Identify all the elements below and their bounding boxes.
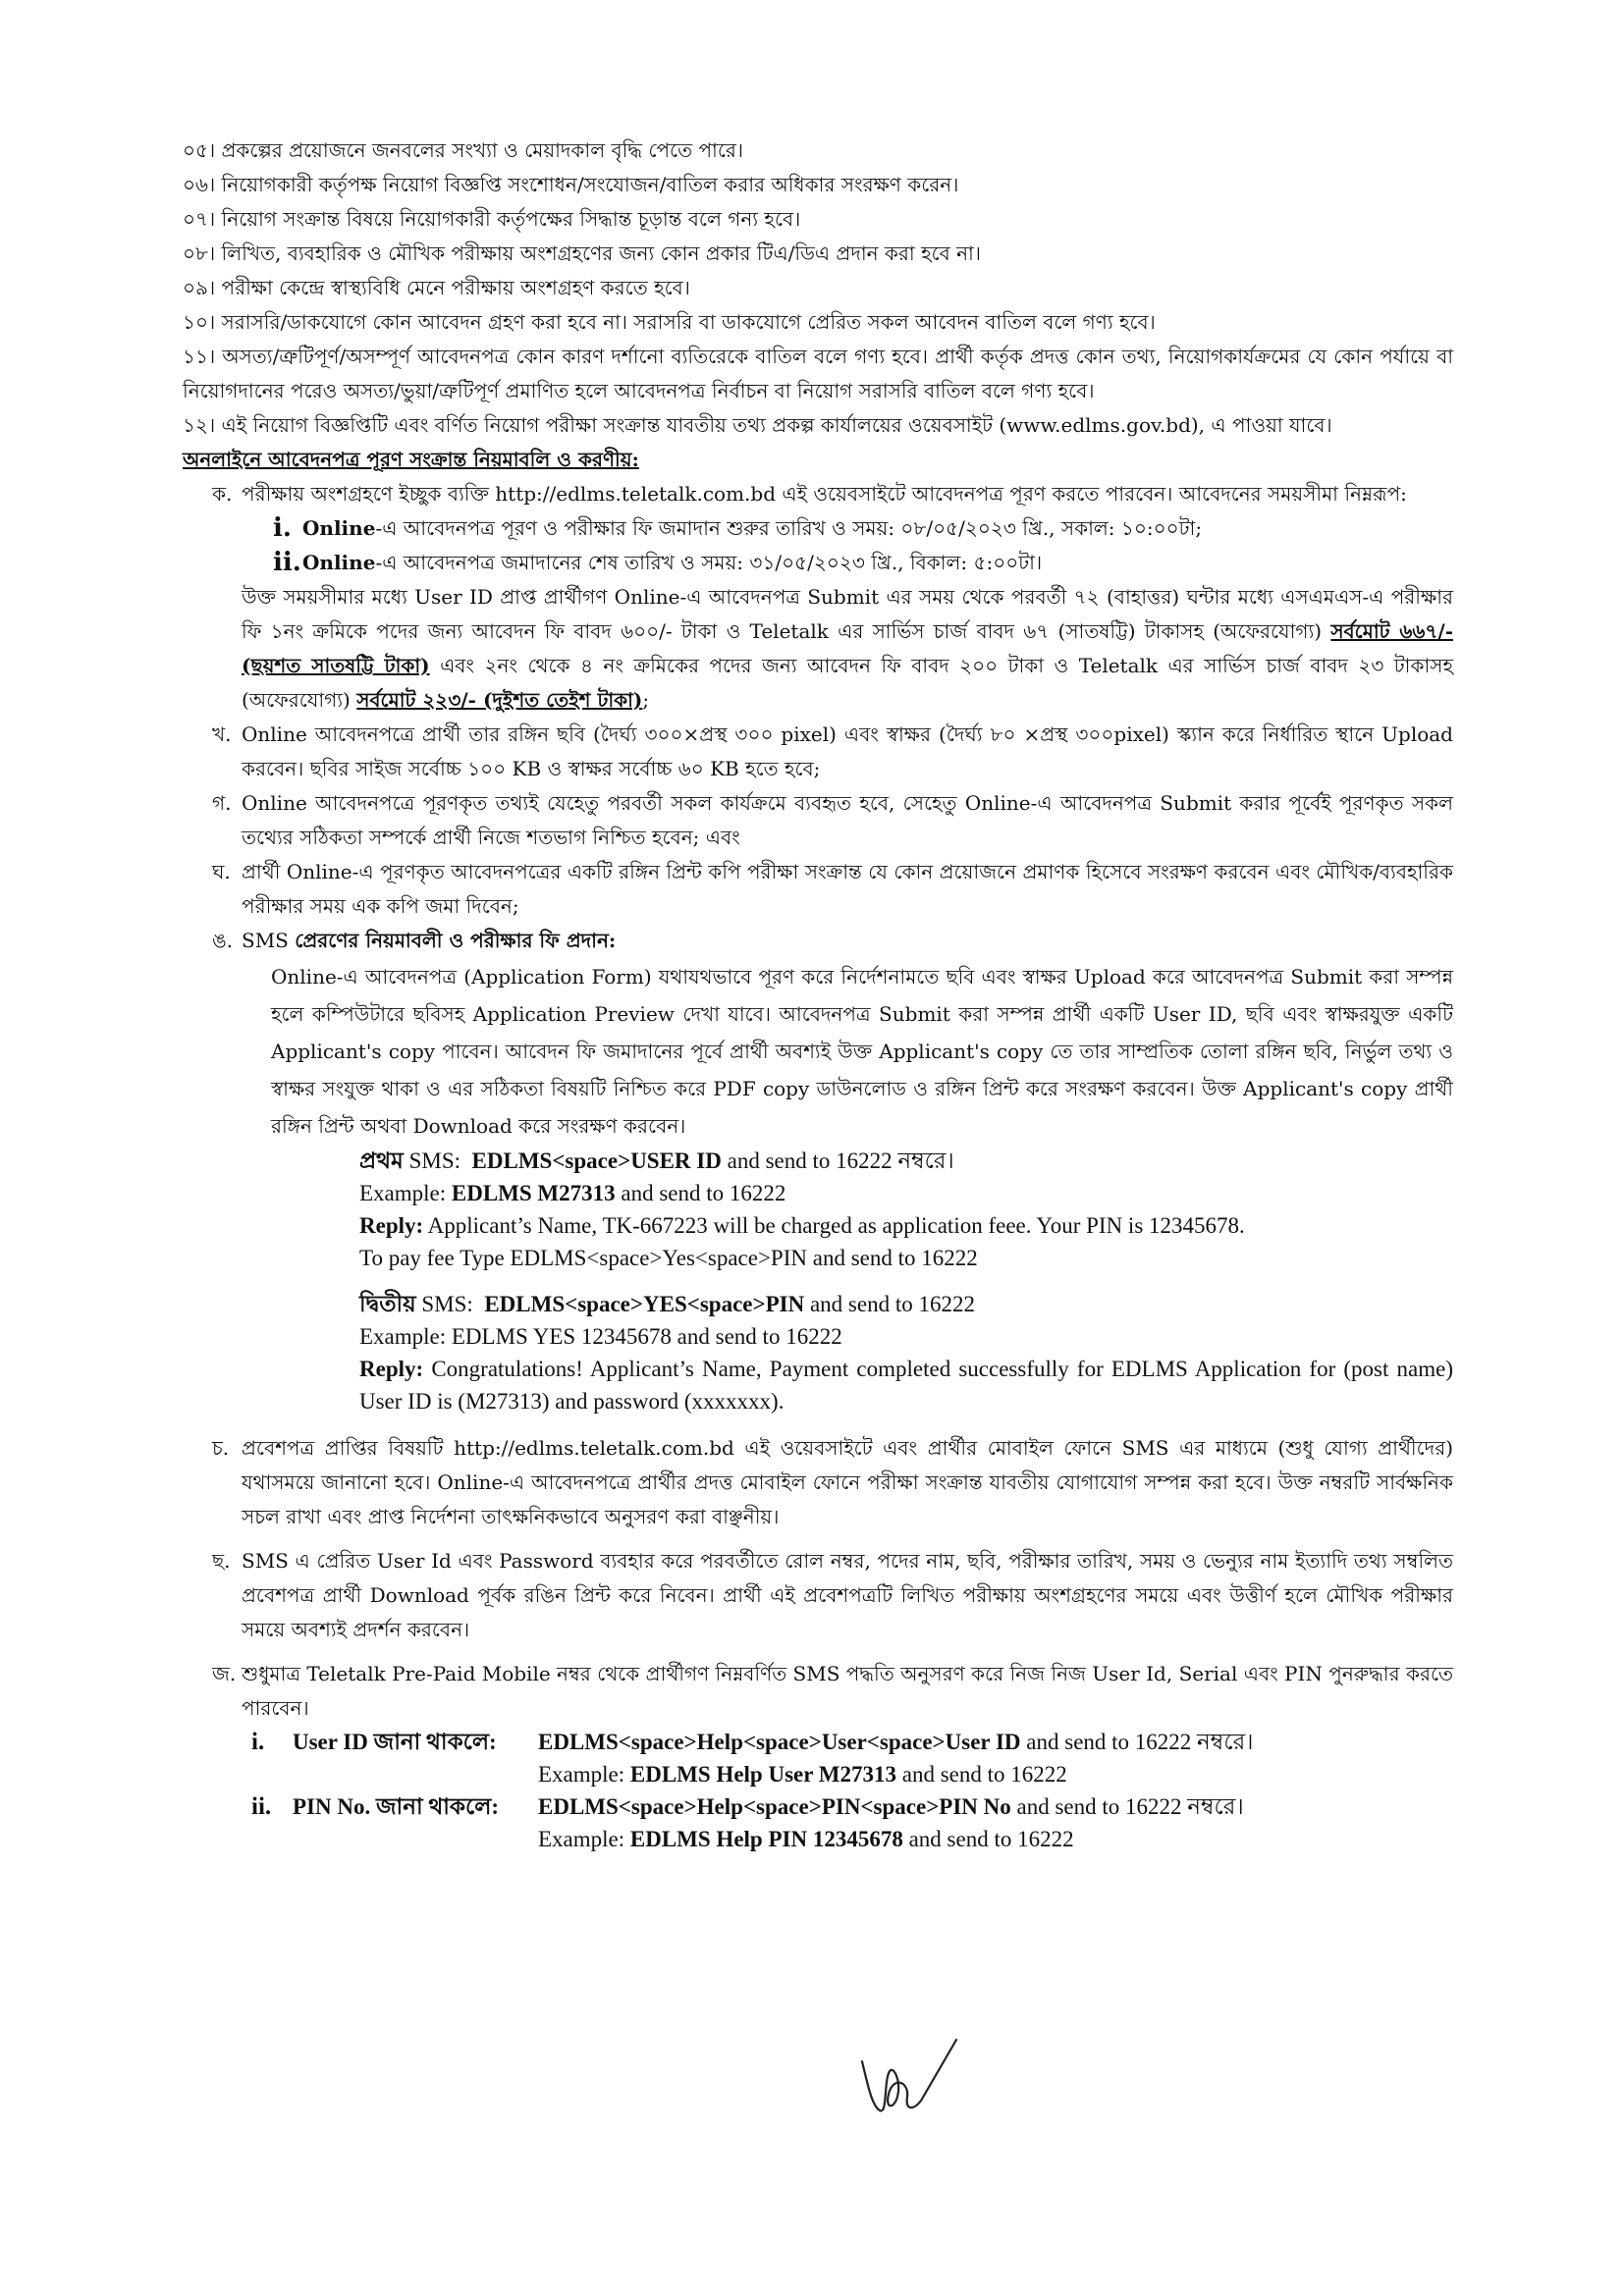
fee-paragraph: উক্ত সময়সীমার মধ্যে User ID প্রাপ্ত প্রার্থীগণ Online-এ আবেদনপত্র Submit এর সময় থেকে পরবর্তী ৭২ (বাহাত্তর) ঘন্টার মধ্যে এসএমএস-এ পরীক্ষার ফি ১নং ক্রমিকে পদের জন্য আবেদন ফি বাবদ ৬০০/- টাকা ও Teletalk এর সার্ভিস চার্জ বাবদ ৬৭ (সাতষট্টি) টাকাসহ (অফেরযোগ্য) সর্বমোট ৬৬৭/- (ছয়শত সাতষট্টি টাকা) এবং ২নং থেকে ৪ নং ক্রমিকের পদের জন্য আবেদন ফি বাবদ ২০০ টাকা ও Teletalk এর সার্ভিস চার্জ বাবদ ২৩ টাকাসহ (অফেরযোগ্য) সর্বমোট ২২৩/- (দুইশত তেইশ টাকা); bbox=[242, 585, 1454, 712]
clause-text: পরীক্ষায় অংশগ্রহণে ইচ্ছুক ব্যক্তি http://edlms.teletalk.com.bd এই ওয়েবসাইটে আবেদনপত্র পূরণ করতে পারবেন। আবেদনের সময়সীমা নিম্নরূপ: bbox=[242, 482, 1407, 506]
numbered-list bbox=[183, 133, 1453, 443]
item-06: ০৬। নিয়োগকারী কর্তৃপক্ষ নিয়োগ বিজ্ঞপ্তি সংশোধন/সংযোজন/বাতিল করার অধিকার সংরক্ষণ করেন। bbox=[183, 173, 959, 196]
clause-kha bbox=[183, 718, 1453, 786]
item-08: ০৮। লিখিত, ব্যবহারিক ও মৌখিক পরীক্ষায় অংশগ্রহণের জন্য কোন প্রকার টিএ/ডিএ প্রদান করা হবে না। bbox=[183, 241, 982, 265]
clause-label: জ. bbox=[212, 1662, 237, 1685]
clause-ja bbox=[183, 1657, 1453, 1726]
clause-chha bbox=[183, 1544, 1453, 1647]
sms-command: EDLMS<space>USER ID bbox=[471, 1148, 722, 1173]
item-10: ১০। সরাসরি/ডাকযোগে কোন আবেদন গ্রহণ করা হবে না। সরাসরি বা ডাকযোগে প্রেরিত সকল আবেদন বাতিল বলে গণ্য হবে। bbox=[183, 310, 1156, 334]
clause-gha bbox=[183, 855, 1453, 924]
section-heading: অনলাইনে আবেদনপত্র পূরণ সংক্রান্ত নিয়মাবলি ও করণীয়: bbox=[183, 448, 639, 471]
clause-text: প্রবেশপত্র প্রাপ্তির বিষয়টি http://edlms.teletalk.com.bd এই ওয়েবসাইটে এবং প্রার্থীর মোবাইল ফোনে SMS এর মাধ্যমে (শুধু যোগ্য প্রার্থীদের) যথাসময়ে জানানো হবে। Online-এ আবেদনপত্রে প্রার্থীর প্রদত্ত মোবাইল ফোনে পরীক্ষা সংক্রান্ত যাবতীয় যোগাযোগ সম্পন্ন করা হবে। উক্ত নম্বরটি সার্বক্ষনিক সচল রাখা এবং প্রাপ্ত নির্দেশনা তাৎক্ষনিকভাবে অনুসরণ করা বাঞ্ছনীয়। bbox=[242, 1436, 1453, 1528]
clause-label: ঘ. bbox=[212, 860, 231, 883]
fee-total-2: সর্বমোট ২২৩/- (দুইশত তেইশ টাকা) bbox=[356, 688, 643, 712]
roman-label: i. bbox=[273, 513, 292, 543]
item-09: ০৯। পরীক্ষা কেন্দ্রে স্বাস্থ্যবিধি মেনে পরীক্ষায় অংশগ্রহণ করতে হবে। bbox=[183, 276, 690, 299]
clause-text: SMS এ প্রেরিত User Id এবং Password ব্যবহার করে পরবর্তীতে রোল নম্বর, পদের নাম, ছবি, পরীক্ষার তারিখ, সময় ও ভেন্যুর নাম ইত্যাদি তথ্য সম্বলিত প্রবেশপত্র প্রার্থী Download পূর্বক রঙিন প্রিন্ট করে নিবেন। প্রার্থী এই প্রবেশপত্রটি লিখিত পরীক্ষায় অংশগ্রহণের সময়ে এবং উত্তীর্ণ হলে মৌখিক পরীক্ষার সময়ে অবশ্যই প্রদর্শন করবেন। bbox=[242, 1549, 1453, 1641]
roman-text: Online-এ আবেদনপত্র পূরণ ও পরীক্ষার ফি জমাদান শুরুর তারিখ ও সময়: ০৮/০৫/২০২৩ খ্রি., সকাল: ১০:০০টা; bbox=[302, 516, 1203, 540]
clause-ga bbox=[183, 786, 1453, 855]
clause-label: ছ. bbox=[212, 1549, 231, 1573]
clause-label: খ. bbox=[212, 722, 232, 746]
item-07: ০৭। নিয়োগ সংক্রান্ত বিষয়ে নিয়োগকারী কর্তৃপক্ষের সিদ্ধান্ত চূড়ান্ত বলে গন্য হবে। bbox=[183, 207, 801, 231]
sms-instructions: Online-এ আবেদনপত্র (Application Form) যথাযথভাবে পূরণ করে নির্দেশনামতে ছবি এবং স্বাক্ষর Upload করে আবেদনপত্র Submit করা সম্পন্ন হলে কম্পিউটারে ছবিসহ Application Preview দেখা যাবে। আবেদনপত্র Submit করা সম্পন্ন প্রার্থী একটি User ID, ছবি এবং স্বাক্ষরযুক্ত একটি Applicant's copy পাবেন। আবেদন ফি জমাদানের পূর্বে প্রার্থী অবশ্যই উক্ত Applicant's copy তে তার সাম্প্রতিক তোলা রঙ্গিন ছবি, নির্ভুল তথ্য ও স্বাক্ষর সংযুক্ত থাকা ও এর সঠিকতা বিষয়টি নিশ্চিত করে PDF copy ডাউনলোড ও রঙ্গিন প্রিন্ট করে সংরক্ষণ করবেন। উক্ত Applicant's copy প্রার্থী রঙ্গিন প্রিন্ট অথবা Download করে সংরক্ষণ করবেন। bbox=[271, 965, 1453, 1138]
document-body bbox=[183, 133, 1453, 1855]
clause-label: ক. bbox=[212, 482, 233, 506]
clause-label: গ. bbox=[212, 791, 232, 815]
clause-label: চ. bbox=[212, 1436, 230, 1460]
clause-cha bbox=[183, 1431, 1453, 1534]
signature-mark bbox=[854, 2032, 962, 2125]
clause-text: Online আবেদনপত্রে প্রার্থী তার রঙ্গিন ছবি (দৈর্ঘ্য ৩০০×প্রস্থ ৩০০ pixel) এবং স্বাক্ষর (দৈর্ঘ্য ৮০ ×প্রস্থ ৩০০pixel) স্ক্যান করে নির্ধারিত স্থানে Upload করবেন। ছবির সাইজ সর্বোচ্চ ১০০ KB ও স্বাক্ষর সর্বোচ্চ ৬০ KB হতে হবে; bbox=[242, 722, 1453, 780]
sms-second: দ্বিতীয় SMS: EDLMS<space>YES<space>PIN and send to 16222 Example: EDLMS YES 12345678 and send to 16222 Reply: Congratulations! Applicant’s Name, Payment completed successfully for EDLMS Application for (post name) User ID is (M27313) and password (xxxxxxx). bbox=[359, 1292, 1454, 1414]
roman-text: Online-এ আবেদনপত্র জমাদানের শেষ তারিখ ও সময়: ৩১/০৫/২০২৩ খ্রি., বিকাল: ৫:০০টা। bbox=[302, 551, 1043, 574]
clause-text: Online আবেদনপত্রে পূরণকৃত তথ্যই যেহেতু পরবর্তী সকল কার্যক্রমে ব্যবহৃত হবে, সেহেতু Online-এ আবেদনপত্র Submit করার পূর্বেই পূরণকৃত সকল তথ্যের সঠিকতা সম্পর্কে প্রার্থী নিজে শতভাগ নিশ্চিত হবেন; এবং bbox=[242, 791, 1453, 849]
item-05: ০৫। প্রকল্পের প্রয়োজনে জনবলের সংখ্যা ও মেয়াদকাল বৃদ্ধি পেতে পারে। bbox=[183, 138, 744, 162]
clause-ka bbox=[183, 477, 1453, 511]
recovery-user-id: i. User ID জানা থাকলে: EDLMS<space>Help<space>User<space>User ID and send to 16222 নম্বরে। Example: EDLMS Help User M27313 and send to 16222 bbox=[251, 1729, 1254, 1787]
sms-first: প্রথম SMS: EDLMS<space>USER ID and send to 16222 নম্বরে। Example: EDLMS M27313 and send to 16222 Reply: Applicant’s Name, TK-667223 will be charged as application feee. Your PIN is 12345678. To pay fee Type EDLMS<space>Yes<space>PIN and send to 16222 bbox=[359, 1148, 1245, 1270]
roman-item-2 bbox=[183, 546, 1453, 580]
item-12: ১২। এই নিয়োগ বিজ্ঞপ্তিটি এবং বর্ণিত নিয়োগ পরীক্ষা সংক্রান্ত যাবতীয় তথ্য প্রকল্প কার্যালয়ের ওয়েবসাইট (www.edlms.gov.bd), এ পাওয়া যাবে। bbox=[183, 413, 1332, 437]
clause-uma bbox=[183, 924, 1453, 958]
clause-text: প্রার্থী Online-এ পূরণকৃত আবেদনপত্রের একটি রঙ্গিন প্রিন্ট কপি পরীক্ষা সংক্রান্ত যে কোন প্রয়োজনে প্রমাণক হিসেবে সংরক্ষণ করবেন এবং মৌখিক/ব্যবহারিক পরীক্ষার সময় এক কপি জমা দিবেন; bbox=[242, 860, 1453, 918]
clause-label: ঙ. bbox=[212, 929, 234, 952]
item-11: ১১। অসত্য/ত্রুটিপূর্ণ/অসম্পূর্ণ আবেদনপত্র কোন কারণ দর্শানো ব্যতিরেকে বাতিল বলে গণ্য হবে। প্রার্থী কর্তৃক প্রদত্ত কোন তথ্য, নিয়োগকার্যক্রমের যে কোন পর্যায়ে বা নিয়োগদানের পরেও অসত্য/ভুয়া/ত্রুটিপূর্ণ প্রমাণিত হলে আবেদনপত্র নির্বাচন বা নিয়োগ সরাসরি বাতিল বলে গণ্য হবে। bbox=[183, 345, 1453, 402]
fee-total-1: সর্বমোট ৬৬৭/- (ছয়শত সাতষট্টি টাকা) bbox=[242, 619, 1454, 677]
clause-title: SMS প্রেরণের নিয়মাবলী ও পরীক্ষার ফি প্রদান: bbox=[242, 929, 617, 952]
clause-text: শুধুমাত্র Teletalk Pre-Paid Mobile নম্বর থেকে প্রার্থীগণ নিম্নবর্ণিত SMS পদ্ধতি অনুসরণ করে নিজ নিজ User Id, Serial এবং PIN পুনরুদ্ধার করতে পারবেন। bbox=[242, 1662, 1453, 1720]
sms-command: EDLMS<space>YES<space>PIN bbox=[484, 1292, 805, 1316]
recovery-pin: ii. PIN No. জানা থাকলে: EDLMS<space>Help<space>PIN<space>PIN No and send to 16222 নম্বরে। Example: EDLMS Help PIN 12345678 and send to 16222 bbox=[251, 1793, 1244, 1851]
roman-item-1 bbox=[183, 511, 1453, 546]
roman-label: ii. bbox=[273, 548, 301, 577]
